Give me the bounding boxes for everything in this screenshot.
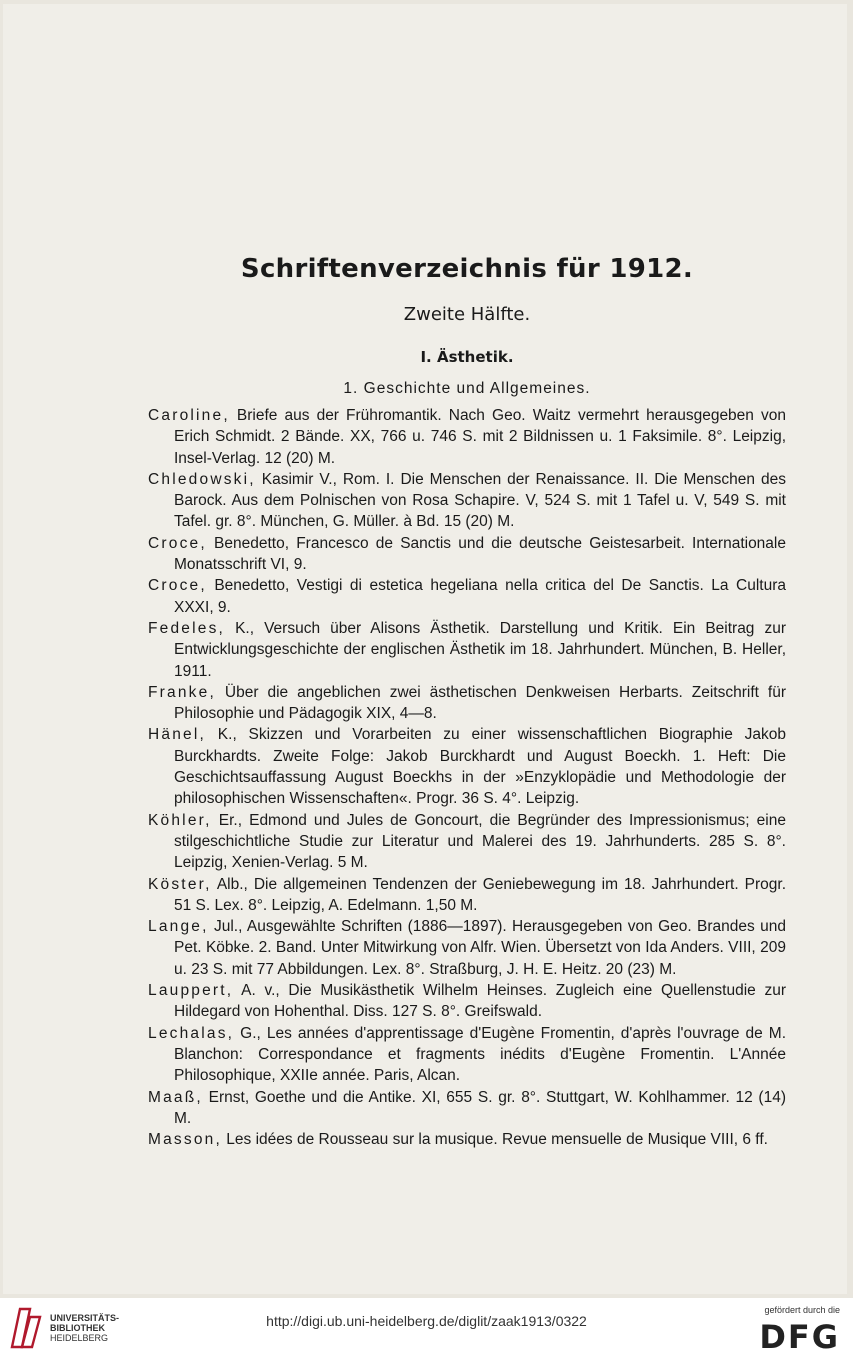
entry-text: Les idées de Rousseau sur la musique. Revue mensuelle de Musique VIII, 6 ff. [221,1131,768,1149]
entry-author: Masson, [148,1131,222,1149]
entry-text: Er., Edmond und Jules de Goncourt, die Begründer des Impressionismus; eine stilgeschichtliche Studie zur Literatur und Malerei des 19. Jahrhunderts. 285 S. 8°. Leipzig, Xenien-Verlag. 5 M. [174,811,786,872]
entry-author: Chledowski, [148,470,256,488]
bibliography-list [148,405,786,1150]
entry-text: Kasimir V., Rom. I. Die Menschen der Renaissance. II. Die Menschen des Barock. Aus dem Polnischen von Rosa Schapire. V, 524 S. mit 1 Tafel u. V, 549 S. mit Tafel. gr. 8°. München, G. Müller. à Bd. 15 (20) M. [174,470,786,531]
bibliography-entry [148,980,786,1023]
bibliography-entry [148,618,786,682]
entry-text: Alb., Die allgemeinen Tendenzen der Geniebewegung im 18. Jahrhundert. Progr. 51 S. Lex. 8°. Leipzig, A. Edelmann. 1,50 M. [174,875,786,914]
entry-author: Köster, [148,875,212,893]
bibliography-entry [148,1087,786,1130]
entry-author: Lauppert, [148,982,234,1000]
footer-bar [0,1298,853,1360]
document-title: Schriftenverzeichnis für 1912. [240,254,694,284]
sponsor-text: gefördert durch die [764,1305,840,1315]
entry-author: Franke, [148,683,216,701]
entry-text: Ernst, Goethe und die Antike. XI, 655 S. gr. 8°. Stuttgart, W. Kohlhammer. 12 (14) M. [174,1088,786,1127]
entry-author: Fedeles, [148,619,226,637]
document-subtitle: Zweite Hälfte. [403,304,531,325]
entry-author: Croce, [148,534,207,552]
entry-text: Benedetto, Vestigi di estetica hegeliana nella critica del De Sanctis. La Cultura XXXI, 9. [174,577,786,616]
permalink-url[interactable]: http://digi.ub.uni-heidelberg.de/diglit/zaak1913/0322 [266,1313,587,1329]
bibliography-entry [148,874,786,917]
bibliography-entry [148,1023,786,1087]
entry-text: A. v., Die Musikästhetik Wilhelm Heinses. Zugleich eine Quellenstudie zur Hildegard von Hohenthal. Diss. 127 S. 8°. Greifswald. [174,982,786,1021]
entry-text: Briefe aus der Frühromantik. Nach Geo. Waitz vermehrt herausgegeben von Erich Schmidt. 2 Bände. XX, 766 u. 746 S. mit 2 Bildnissen u. 1 Faksimile. 8°. Leipzig, Insel-Verlag. 12 (20) M. [174,407,786,467]
bibliography-entry [148,405,786,469]
bibliography-entry [148,1129,786,1150]
bibliography-entry [148,469,786,533]
entry-author: Lechalas, [148,1024,235,1042]
entry-author: Lange, [148,918,209,936]
library-name-line3: HEIDELBERG [50,1333,109,1343]
bibliography-entry [148,533,786,576]
entry-text: G., Les années d'apprentissage d'Eugène Fromentin, d'après l'ouvrage de M. Blanchon: Correspondance et fragments inédits d'Eugène Fromentin. L'Année Philosophique, XXIIe année. Paris, Alcan. [174,1024,786,1085]
section-heading: I. Ästhetik. [420,348,514,366]
entry-author: Caroline, [148,407,230,424]
bibliography-entry [148,575,786,618]
library-name-line2: BIBLIOTHEK [50,1323,105,1333]
entry-text: Über die angeblichen zwei ästhetischen Denkweisen Herbarts. Zeitschrift für Philosophie und Pädagogik XIX, 4—8. [174,683,786,723]
entry-author: Maaß, [148,1088,203,1106]
entry-author: Croce, [148,577,207,595]
entry-author: Hänel, [148,726,207,744]
dfg-logo: DFG [759,1318,840,1356]
entry-author: Köhler, [148,811,212,829]
bibliography-entry [148,724,786,809]
bibliography-entry [148,810,786,874]
entry-text: K., Skizzen und Vorarbeiten zu einer wissenschaftlichen Biographie Jakob Burckhardts. Zweite Folge: Jakob Burckhardt und August Boeckh. 1. Heft: Die Geschichtsauffassung August Boeckhs in der »Enzyklopädie und Methodologie der philosophischen Wissenschaften«. Progr. 36 S. 4°. Leipzig. [174,726,786,808]
bibliography-entry [148,682,786,725]
subsection-heading: 1. Geschichte und Allgemeines. [343,380,591,397]
entry-text: K., Versuch über Alisons Ästhetik. Darstellung und Kritik. Ein Beitrag zur Entwicklungsgeschichte der englischen Ästhetik im 18. Jahrhundert. München, B. Heller, 1911. [174,619,786,680]
entry-text: Benedetto, Francesco de Sanctis und die deutsche Geistesarbeit. Internationale Monatsschrift VI, 9. [174,534,786,574]
library-name-line1: UNIVERSITÄTS- [50,1313,120,1323]
entry-text: Jul., Ausgewählte Schriften (1886—1897). Herausgegeben von Geo. Brandes und Pet. Köbke. 2. Band. Unter Mitwirkung von Alfr. Wien. Übersetzt von Ida Anders. VIII, 209 u. 23 S. mit 77 Abbildungen. Lex. 8°. Straßburg, J. H. E. Heitz. 20 (23) M. [174,918,786,978]
bibliography-entry [148,916,786,980]
